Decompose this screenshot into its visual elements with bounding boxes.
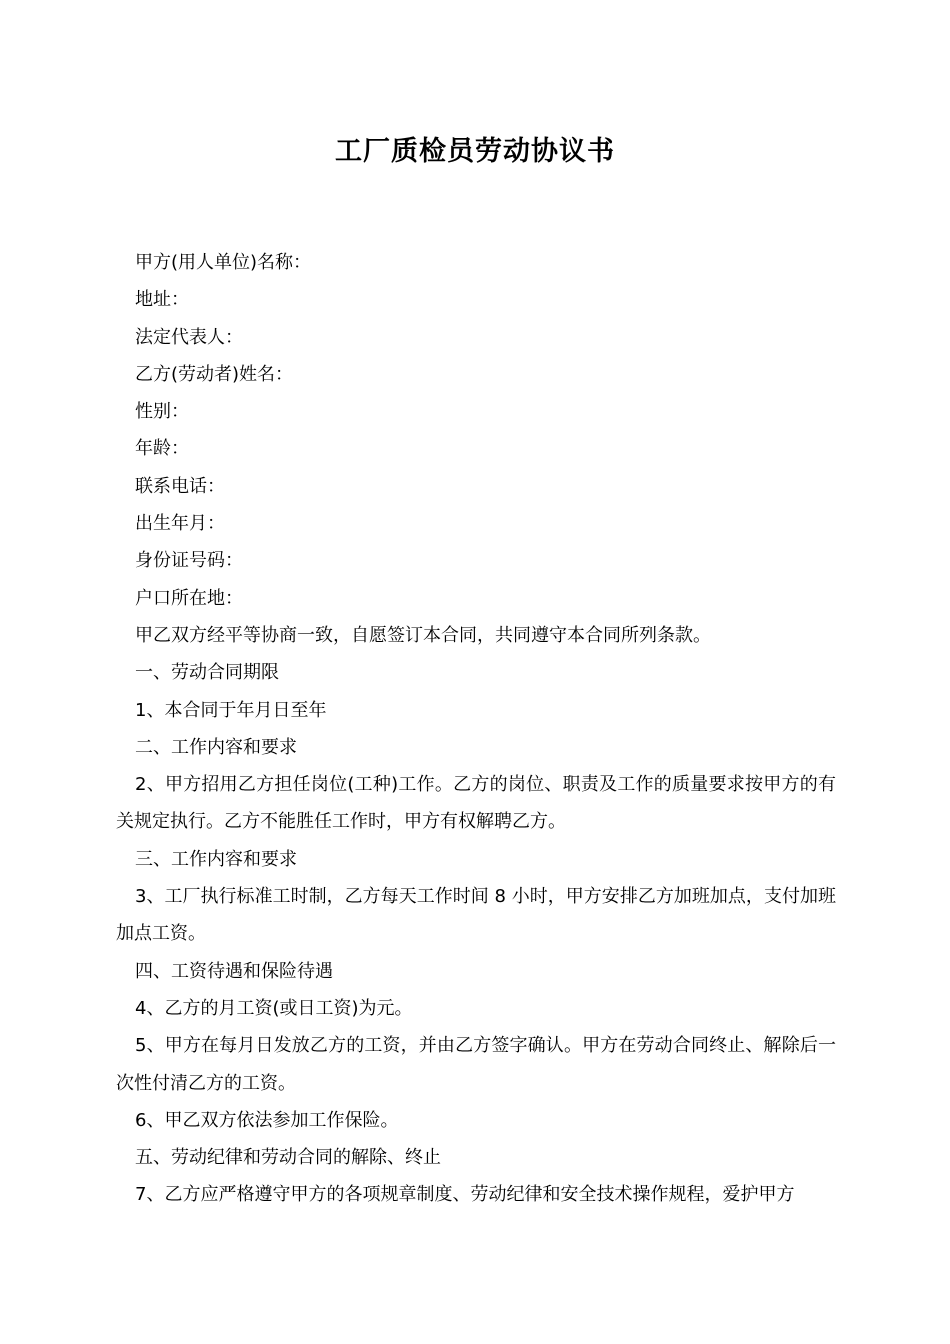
field-employee-name: 乙方(劳动者)姓名：: [135, 363, 294, 385]
section-heading-wages: 四、工资待遇和保险待遇: [135, 960, 333, 982]
clause-6: 6、甲乙双方依法参加工作保险。: [135, 1109, 399, 1131]
section-heading-work-content-2: 三、工作内容和要求: [135, 848, 297, 870]
section-heading-discipline: 五、劳动纪律和劳动合同的解除、终止: [135, 1147, 441, 1169]
field-legal-representative: 法定代表人：: [135, 326, 243, 348]
field-age: 年龄：: [135, 438, 189, 460]
field-phone: 联系电话：: [135, 475, 225, 497]
field-gender: 性别：: [135, 401, 189, 423]
field-employer-name: 甲方(用人单位)名称：: [135, 252, 312, 273]
preamble-paragraph: 甲乙双方经平等协商一致，自愿签订本合同，共同遵守本合同所列条款。: [135, 624, 711, 646]
field-address: 地址：: [135, 289, 189, 311]
clause-2: 2、甲方招用乙方担任岗位(工种)工作。乙方的岗位、职责及工作的质量要求按甲方的有关规定执行。乙方不能胜任工作时，甲方有权解聘乙方。: [116, 774, 836, 833]
clause-1: 1、本合同于年月日至年: [135, 699, 327, 721]
clause-5: 5、甲方在每月日发放乙方的工资，并由乙方签字确认。甲方在劳动合同终止、解除后一次性付清乙方的工资。: [116, 1035, 836, 1094]
clause-7: 7、乙方应严格遵守甲方的各项规章制度、劳动纪律和安全技术操作规程，爱护甲方: [135, 1184, 795, 1206]
field-birth-date: 出生年月：: [135, 513, 225, 535]
document-title: 工厂质检员劳动协议书: [335, 136, 615, 167]
field-id-number: 身份证号码：: [135, 550, 243, 572]
section-heading-term: 一、劳动合同期限: [135, 662, 279, 684]
section-heading-work-content: 二、工作内容和要求: [135, 736, 297, 758]
document-body: [116, 244, 836, 1214]
field-household-registration: 户口所在地：: [135, 587, 243, 609]
clause-4: 4、乙方的月工资(或日工资)为元。: [135, 997, 413, 1019]
clause-3: 3、工厂执行标准工时制，乙方每天工作时间 8 小时，甲方安排乙方加班加点，支付加班加点工资。: [116, 886, 836, 945]
